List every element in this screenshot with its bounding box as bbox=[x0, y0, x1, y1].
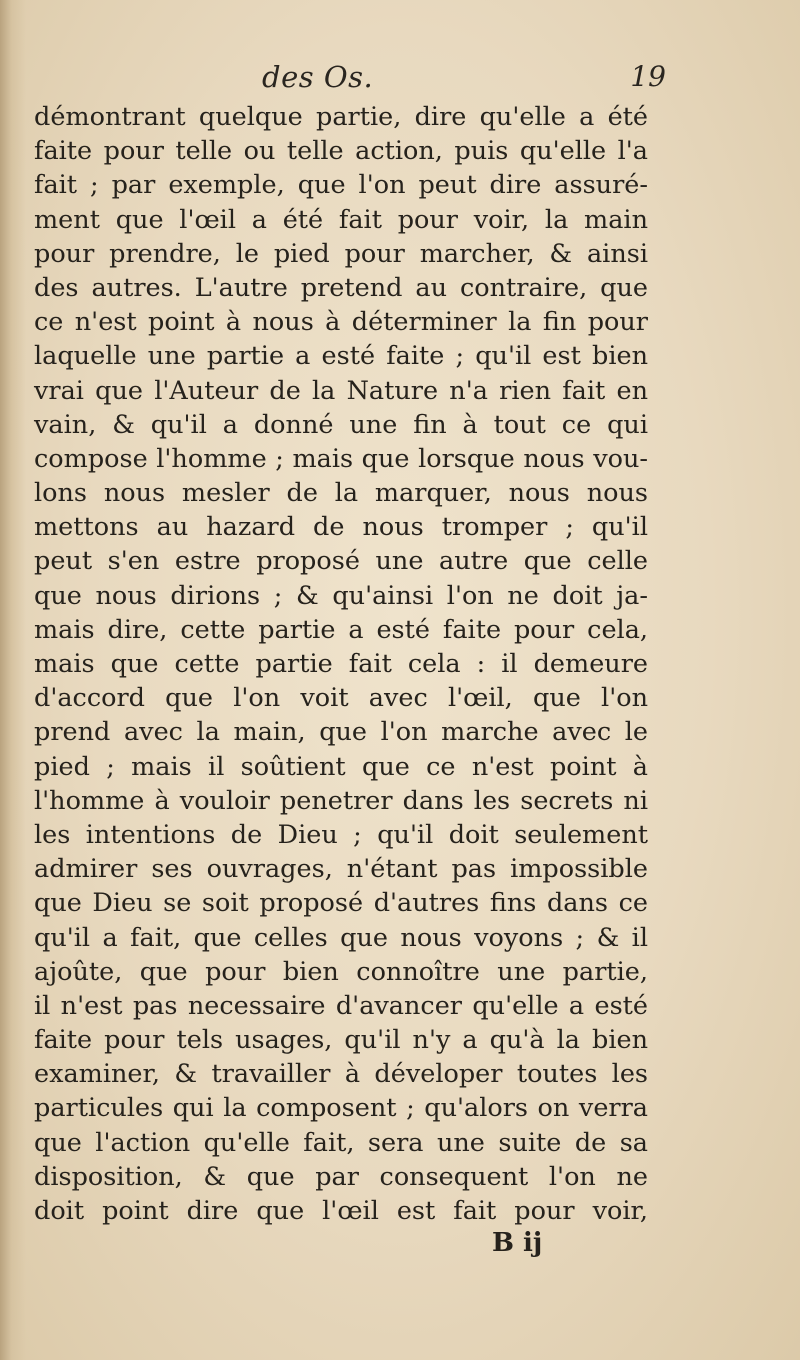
text-line: faite pour telle ou telle action, puis qu'elle l'a bbox=[34, 136, 648, 167]
text-line: prend avec la main, que l'on marche avec le bbox=[34, 717, 648, 748]
page-binding-shadow bbox=[0, 0, 26, 1360]
text-line: peut s'en estre proposé une autre que celle bbox=[34, 546, 648, 577]
text-line: qu'il a fait, que celles que nous voyons ; & il bbox=[34, 922, 648, 953]
text-line: admirer ses ouvrages, n'étant pas impossible bbox=[34, 854, 648, 885]
text-line: particules qui la composent ; qu'alors on verra bbox=[34, 1093, 648, 1124]
text-line: compose l'homme ; mais que lorsque nous vou- bbox=[34, 443, 648, 474]
text-line: ajoûte, que pour bien connoître une partie, bbox=[34, 956, 648, 987]
body-text bbox=[34, 100, 648, 1228]
text-line: pour prendre, le pied pour marcher, & ainsi bbox=[34, 238, 648, 269]
text-line: que nous dirions ; & qu'ainsi l'on ne doit ja- bbox=[34, 580, 648, 611]
text-line: que l'action qu'elle fait, sera une suite de sa bbox=[34, 1127, 648, 1158]
text-line: vain, & qu'il a donné une fin à tout ce qui bbox=[34, 409, 648, 440]
text-line: les intentions de Dieu ; qu'il doit seulement bbox=[34, 819, 648, 850]
text-line: examiner, & travailler à déveloper toutes les bbox=[34, 1059, 648, 1090]
text-line: il n'est pas necessaire d'avancer qu'elle a esté bbox=[34, 990, 648, 1021]
text-line: pied ; mais il soûtient que ce n'est point à bbox=[34, 751, 648, 782]
text-line: ce n'est point à nous à déterminer la fin pour bbox=[34, 307, 648, 338]
text-line: mais dire, cette partie a esté faite pour cela, bbox=[34, 614, 648, 645]
page-header bbox=[34, 58, 666, 102]
text-line: l'homme à vouloir penetrer dans les secrets ni bbox=[34, 785, 648, 816]
text-line: mais que cette partie fait cela : il demeure bbox=[34, 649, 648, 679]
text-line: démontrant quelque partie, dire qu'elle a été bbox=[34, 102, 648, 132]
running-head: des Os. bbox=[262, 60, 374, 94]
text-line: des autres. L'autre pretend au contraire, que bbox=[34, 272, 648, 303]
signature-mark: B ij bbox=[492, 1228, 543, 1258]
text-line: ment que l'œil a été fait pour voir, la main bbox=[34, 204, 648, 235]
page-number: 19 bbox=[630, 60, 666, 93]
text-line: lons nous mesler de la marquer, nous nous bbox=[34, 478, 648, 509]
text-line: disposition, & que par consequent l'on ne bbox=[34, 1161, 648, 1192]
text-line: mettons au hazard de nous tromper ; qu'il bbox=[34, 512, 648, 543]
text-line: que Dieu se soit proposé d'autres fins dans ce bbox=[34, 888, 648, 919]
text-line: d'accord que l'on voit avec l'œil, que l'on bbox=[34, 683, 648, 714]
text-line: doit point dire que l'œil est fait pour voir, bbox=[34, 1196, 648, 1226]
text-line: faite pour tels usages, qu'il n'y a qu'à la bien bbox=[34, 1025, 648, 1056]
text-line: vrai que l'Auteur de la Nature n'a rien fait en bbox=[34, 375, 648, 406]
text-line: laquelle une partie a esté faite ; qu'il est bien bbox=[34, 341, 648, 372]
text-line: fait ; par exemple, que l'on peut dire assuré- bbox=[34, 170, 648, 201]
